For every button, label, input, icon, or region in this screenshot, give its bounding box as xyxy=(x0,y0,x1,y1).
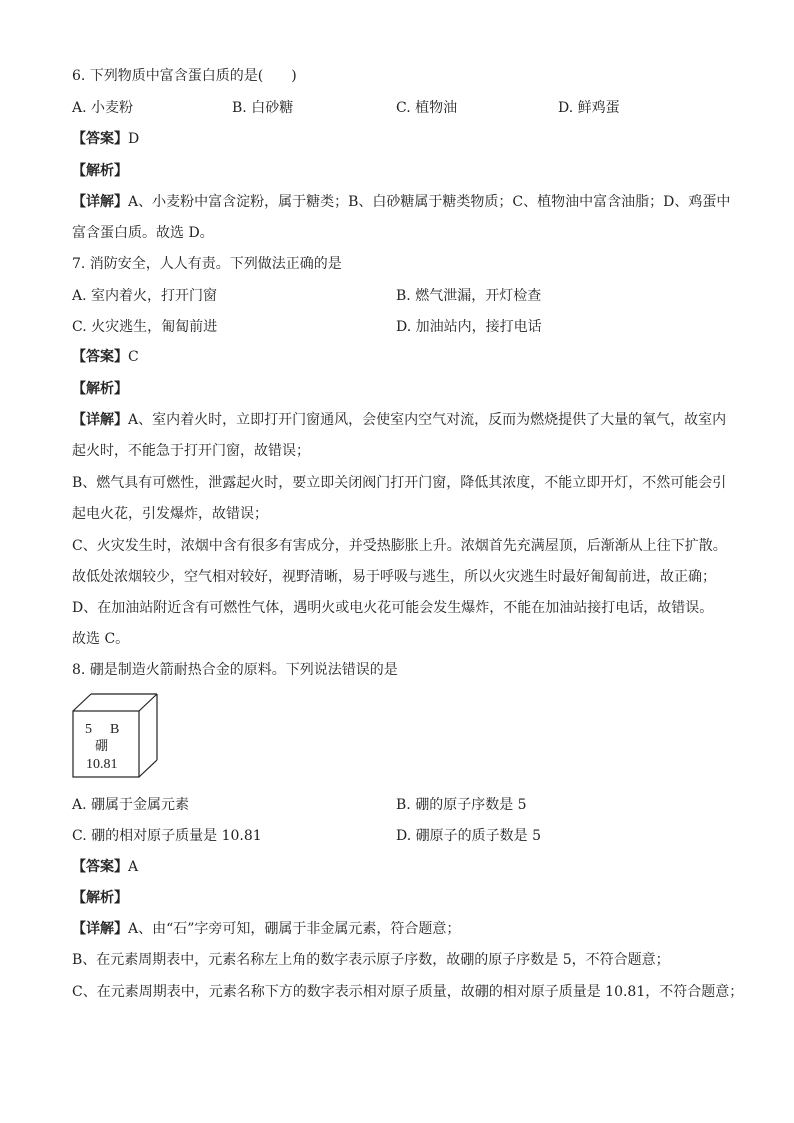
q6-option-c: C. 植物油 xyxy=(396,100,458,116)
answer-label: 【答案】 xyxy=(72,131,128,147)
q7-detail-line: 起电火花，引发爆炸，故错误； xyxy=(72,506,268,522)
q7-option-c: C. 火灾逃生，匍匐前进 xyxy=(72,319,218,335)
q7-detail-line: 故低处浓烟较少，空气相对较好，视野清晰，易于呼吸与逃生，所以火灾逃生时最好匍匐前进，故正确； xyxy=(72,569,716,585)
element-mass: 10.81 xyxy=(86,757,118,772)
detail-text: A、小麦粉中富含淀粉，属于糖类；B、白砂糖属于糖类物质；C、植物油中富含油脂；D、鸡蛋中 xyxy=(128,194,731,210)
q7-detail-line: C、火灾发生时，浓烟中含有很多有害成分，并受热膨胀上升。浓烟首先充满屋顶，后渐渐从上往下扩散。 xyxy=(72,538,727,554)
q8-option-d: D. 硼原子的质子数是 5 xyxy=(396,828,541,844)
q8-stem: 8. 硼是制造火箭耐热合金的原料。下列说法错误的是 xyxy=(72,662,398,678)
q8-answer xyxy=(72,857,138,877)
q7-detail-line xyxy=(72,410,726,430)
analysis-label: 【解析】 xyxy=(72,890,128,906)
analysis-label: 【解析】 xyxy=(72,163,128,179)
detail-label: 【详解】 xyxy=(72,921,128,937)
q8-option-a: A. 硼属于金属元素 xyxy=(72,797,190,813)
q7-option-b: B. 燃气泄漏，开灯检查 xyxy=(396,288,542,304)
analysis-label: 【解析】 xyxy=(72,381,128,397)
answer-value: C xyxy=(128,349,139,365)
q8-option-b: B. 硼的原子序数是 5 xyxy=(396,797,527,813)
q6-stem: 6. 下列物质中富含蛋白质的是( ) xyxy=(72,68,297,84)
q6-option-a: A. 小麦粉 xyxy=(72,100,134,116)
q7-detail-line: 起火时，不能急于打开门窗，故错误； xyxy=(72,443,310,459)
answer-value: A xyxy=(128,859,139,875)
element-symbol: B xyxy=(110,722,120,737)
q8-detail-line xyxy=(72,919,460,939)
answer-label: 【答案】 xyxy=(72,859,128,875)
element-number: 5 xyxy=(85,722,92,737)
q7-detail-line: 故选 C。 xyxy=(72,631,130,647)
element-name: 硼 xyxy=(95,739,109,754)
q6-detail-line xyxy=(72,192,730,212)
q6-detail-line: 富含蛋白质。故选 D。 xyxy=(72,225,214,241)
q6-answer xyxy=(72,129,139,149)
q7-analysis-label xyxy=(72,379,128,399)
detail-text: A、由“石”字旁可知，硼属于非金属元素，符合题意； xyxy=(128,921,461,937)
q7-detail-line: B、燃气具有可燃性，泄露起火时，要立即关闭阀门打开门窗，降低其浓度，不能立即开灯，不然可能会引 xyxy=(72,475,727,491)
q6-option-b: B. 白砂糖 xyxy=(232,100,294,116)
q7-detail-line: D、在加油站附近含有可燃性气体，遇明火或电火花可能会发生爆炸，不能在加油站接打电话，故错误。 xyxy=(72,600,714,616)
element-cube-figure xyxy=(72,693,158,779)
q7-option-a: A. 室内着火，打开门窗 xyxy=(72,288,218,304)
q8-option-c: C. 硼的相对原子质量是 10.81 xyxy=(72,828,262,844)
q7-option-d: D. 加油站内，接打电话 xyxy=(396,319,542,335)
q8-detail-line: B、在元素周期表中，元素名称左上角的数字表示原子序数，故硼的原子序数是 5，不符合题意； xyxy=(72,952,670,968)
answer-label: 【答案】 xyxy=(72,349,128,365)
q6-analysis-label xyxy=(72,161,128,181)
detail-label: 【详解】 xyxy=(72,194,128,210)
detail-text: A、室内着火时，立即打开门窗通风，会使室内空气对流，反而为燃烧提供了大量的氧气，故室内 xyxy=(128,412,727,428)
q8-analysis-label xyxy=(72,888,128,908)
answer-value: D xyxy=(128,131,140,147)
q7-answer xyxy=(72,347,139,367)
q8-detail-line: C、在元素周期表中，元素名称下方的数字表示相对原子质量，故硼的相对原子质量是 10.81，不符合题意； xyxy=(72,984,744,1000)
q6-option-d: D. 鲜鸡蛋 xyxy=(558,100,620,116)
detail-label: 【详解】 xyxy=(72,412,128,428)
q7-stem: 7. 消防安全，人人有责。下列做法正确的是 xyxy=(72,256,342,272)
